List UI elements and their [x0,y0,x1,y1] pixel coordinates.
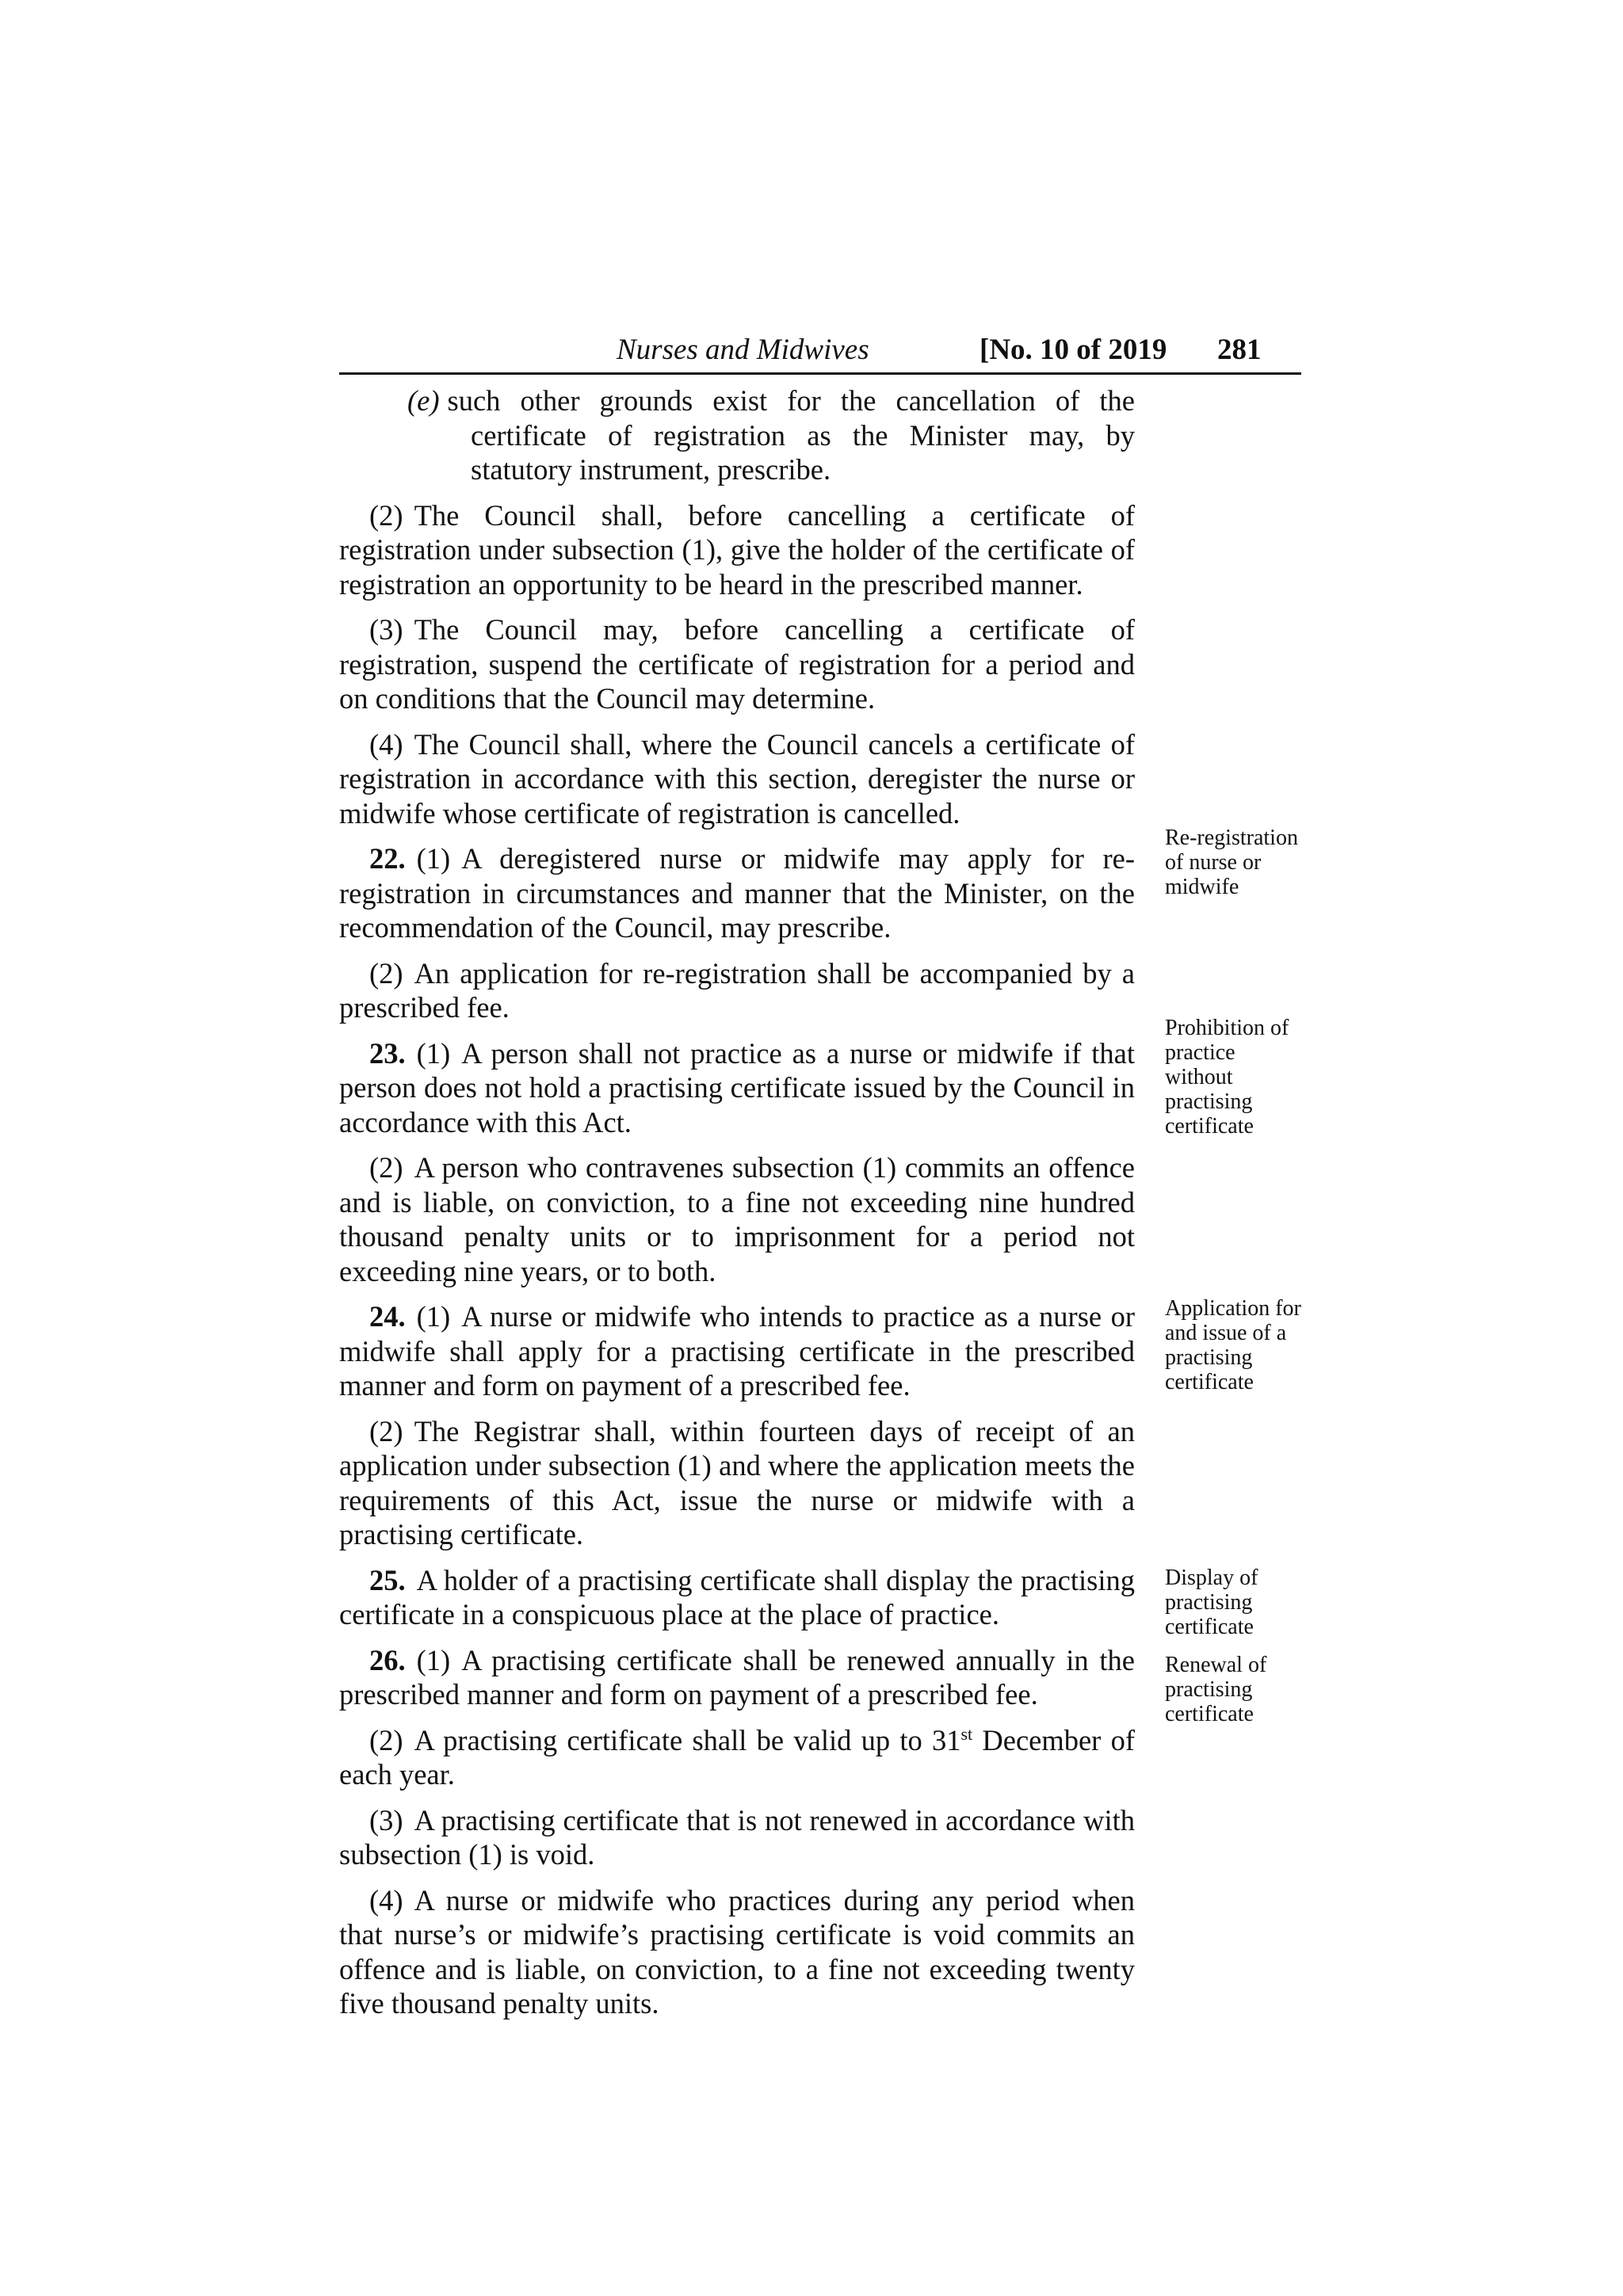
paragraph-text: A person shall not practice as a nurse or midwife if that person does not hold a practising certificate issued by the Council in accordance with this Act. [339,1036,1135,1138]
paragraph-text-continued: December of each year. [339,1723,1135,1791]
subsection-24-2 [339,1414,1135,1552]
section-26-1 [339,1643,1135,1712]
subsection-label: (1) [416,1036,451,1070]
subsection-23-2 [339,1150,1135,1288]
section-number: 26. [369,1643,406,1676]
subsection-21-4 [339,727,1135,831]
subsection-label: (4) [369,1883,403,1917]
act-number: [No. 10 of 2019 [980,334,1167,366]
section-number: 24. [369,1300,406,1333]
section-number: 25. [369,1563,406,1596]
section-24-1 [339,1299,1135,1403]
subsection-label: (1) [416,1643,451,1676]
subsection-label: (2) [369,1414,403,1447]
section-25 [339,1563,1135,1632]
page-number: 281 [1217,334,1262,366]
paragraph-text: A deregistered nurse or midwife may apply for re-registration in circumstances and manner that the Minister, on the recommendation of the Council, may prescribe. [339,842,1135,944]
ordinal-suffix: st [960,1723,973,1744]
paragraph-text: An application for re-registration shall be accompanied by a prescribed fee. [339,956,1135,1024]
main-text-column [339,383,1135,2032]
paragraph-text: A nurse or midwife who intends to practice as a nurse or midwife shall apply for a practising certificate in the prescribed manner and form on payment of a prescribed fee. [339,1300,1135,1402]
paragraph-text: The Council may, before cancelling a certificate of registration, suspend the certificate of registration for a period and on conditions that the Council may determine. [339,613,1135,715]
subsection-label: (1) [416,1300,451,1333]
subsection-21-2 [339,498,1135,602]
subsection-label: (3) [369,1803,403,1836]
subsection-21-3 [339,612,1135,716]
margin-note-renewal: Renewal of practising certificate [1165,1653,1267,1726]
running-header [339,326,1301,375]
subsection-label: (1) [416,842,451,875]
item-label: (e) [407,384,440,417]
margin-note-display: Display of practising certificate [1165,1566,1258,1639]
margin-note-prohibition: Prohibition of practice without practising certificate [1165,1016,1289,1138]
subsection-26-4 [339,1883,1135,2021]
section-22-1 [339,841,1135,945]
paragraph-text: The Council shall, where the Council cancels a certificate of registration in accordance with this section, deregister the nurse or midwife whose certificate of registration is cancelled. [339,727,1135,830]
act-title: Nurses and Midwives [617,334,869,366]
section-23-1 [339,1036,1135,1140]
paragraph-text: A person who contravenes subsection (1) commits an offence and is liable, on conviction, to a fine not exceeding nine hundred thousand penalty units or to imprisonment for a period not exceeding nine years, or to both. [339,1151,1135,1287]
paragraph-text: The Registrar shall, within fourteen days of receipt of an application under subsection (1) and where the application meets the requirements of this Act, issue the nurse or midwife with a practising certificate. [339,1414,1135,1550]
subsection-label: (4) [369,727,403,761]
paragraph-text: The Council shall, before cancelling a certificate of registration under subsection (1), give the holder of the certificate of registration an opportunity to be heard in the prescribed manner. [339,498,1135,601]
subsection-label: (2) [369,1723,403,1756]
section-number: 22. [369,842,406,875]
subsection-26-3 [339,1803,1135,1872]
subsection-22-2 [339,956,1135,1025]
subsection-26-2 [339,1723,1135,1792]
subsection-label: (2) [369,498,403,532]
section-number: 23. [369,1036,406,1070]
subsection-label: (2) [369,1151,403,1184]
paragraph-text: such other grounds exist for the cancellation of the certificate of registration as the Minister may, by statutory instrument, prescribe. [447,384,1135,486]
paragraph-text: A practising certificate shall be valid up to 31 [414,1723,961,1756]
paragraph-text: A practising certificate that is not renewed in accordance with subsection (1) is void. [339,1803,1135,1871]
subsection-label: (2) [369,956,403,990]
subsection-label: (3) [369,613,403,646]
margin-note-application: Application for and issue of a practising certificate [1165,1296,1301,1394]
paragraph-text: A practising certificate shall be renewed annually in the prescribed manner and form on payment of a prescribed fee. [339,1643,1135,1711]
paragraph-item-e [339,383,1135,487]
paragraph-text: A holder of a practising certificate shall display the practising certificate in a conspicuous place at the place of practice. [339,1563,1135,1630]
paragraph-text: A nurse or midwife who practices during any period when that nurse’s or midwife’s practising certificate is void commits an offence and is liable, on conviction, to a fine not exceeding twenty five thousand penalty units. [339,1883,1135,2019]
margin-note-re-registration: Re-registration of nurse or midwife [1165,826,1298,899]
